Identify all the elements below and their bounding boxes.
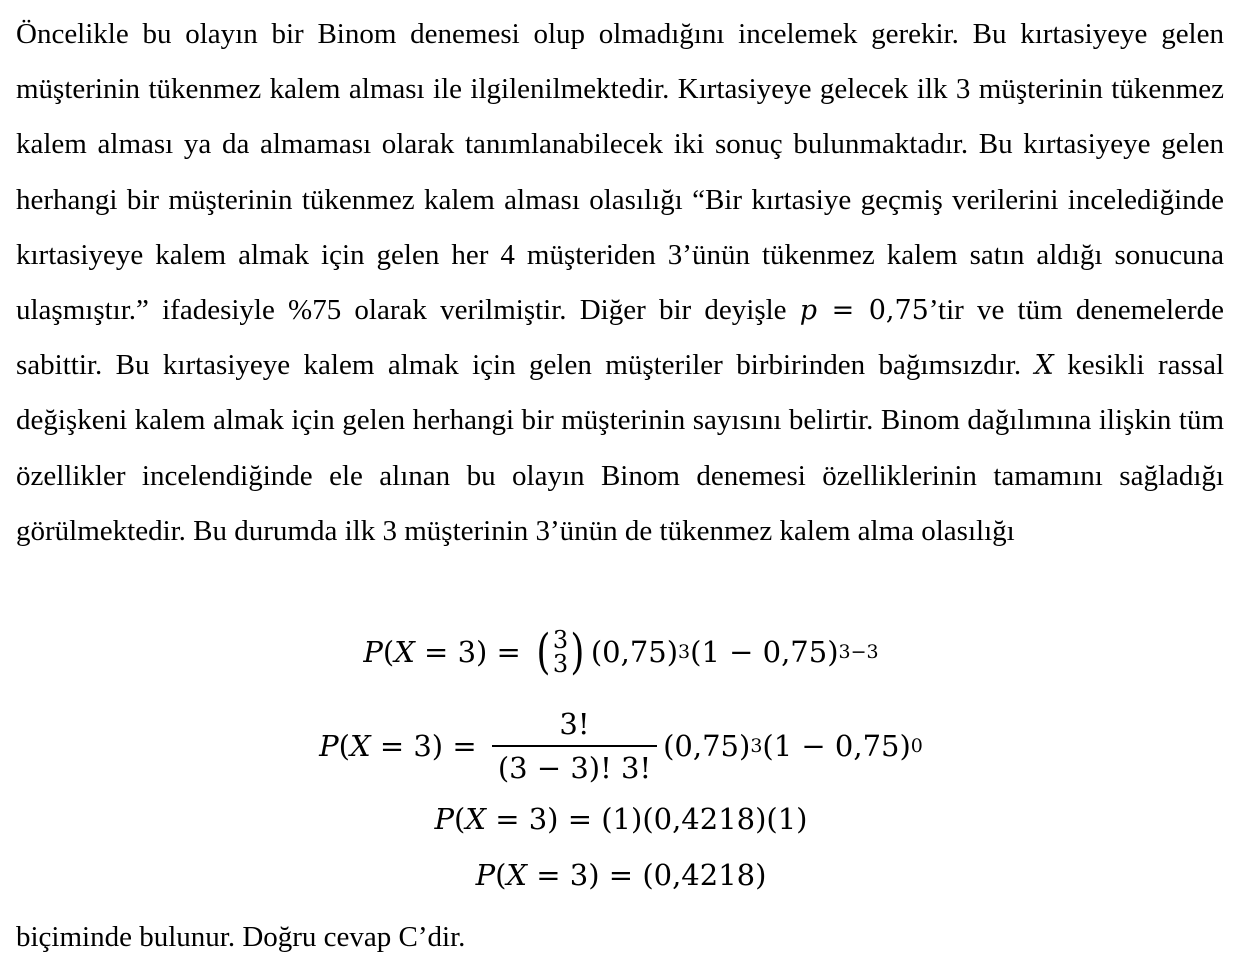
p-variable: p: [799, 295, 818, 327]
eq3-X: X: [465, 802, 486, 836]
eq3-open: (: [454, 802, 466, 836]
explanation-part2: ’tir ve tüm denemelerde sabittir. Bu kırtasiyeye kalem almak için gelen müşteriler birbirinden bağımsızdır.: [16, 294, 1225, 382]
binom-bottom: 3: [552, 650, 569, 678]
explanation-part1: Öncelikle bu olayın bir Binom denemesi olup olmadığını incelemek gerekir. Bu kırtasiyeye gelen müşterinin tükenmez kalem alması ile ilgilenilmektedir. Kırtasiyeye gelecek ilk 3 müşterinin tükenmez kalem alması ya da almaması olarak tanımlanabilecek iki sonuç bulunmaktadır. Bu kırtasiyeye gelen herhangi bir müşterinin tükenmez kalem alması olasılığı “Bir kırtasiye geçmiş verilerini incelediğinde kırtasiyeye kalem almak için gelen her 4 müşteriden 3’ünün tükenmez kalem satın aldığı sonucuna ulaşmıştır.” ifadesiyle %75 olarak verilmiştir. Diğer bir deyişle: [16, 18, 1224, 327]
x-variable: X: [1034, 350, 1054, 382]
solution-text: [16, 0, 1224, 559]
equation-result: [0, 858, 1242, 892]
closing-sentence: biçiminde bulunur. Doğru cevap C’dir.: [16, 921, 466, 953]
eq3-P: P: [434, 802, 454, 836]
eq2-factor2: (1 − 0,75): [762, 729, 911, 763]
eq2-X: X: [349, 729, 371, 763]
equation-factorial-form: P ( X = 3) = $\frac{3!}{(3 - 3)! 3!}$ (0,75) 3 (1 − 0,75) 0: [319, 707, 923, 785]
explanation-paragraph: [16, 0, 1224, 559]
eq3-rhs: (1)(0,4218)(1): [601, 802, 808, 836]
p-value: = 0,75: [817, 295, 929, 327]
fraction-denominator: (3 − 3)! 3!: [497, 751, 652, 785]
equation-binomial-formula: P ( X = 3) = ( 3 3 ) (0,75) 3 (1 − 0,75) 3−3: [363, 624, 879, 680]
binomial-coefficient: ( 3 3 ): [536, 624, 585, 680]
fraction-numerator: 3!: [559, 707, 590, 741]
eq1-P: P: [363, 635, 383, 669]
eq4-X: X: [506, 858, 528, 892]
eq3-lhs-rest: = 3) =: [485, 802, 602, 836]
eq1-X: X: [394, 635, 415, 669]
binom-top: 3: [552, 626, 569, 654]
eq2-factor1: (0,75): [663, 729, 751, 763]
eq4-open: (: [495, 858, 507, 892]
eq1-factor1: (0,75): [590, 635, 679, 669]
eq1-lhs-rest: = 3) =: [414, 635, 531, 669]
eq4-P: P: [475, 858, 496, 892]
eq1-open: (: [382, 635, 395, 669]
eq2-open: (: [338, 729, 350, 763]
eq4-lhs-rest: = 3) =: [527, 858, 643, 892]
equation-evaluated: [0, 802, 1242, 836]
eq4-rhs: (0,4218): [642, 858, 767, 892]
eq2-lhs-rest: = 3) =: [370, 729, 486, 763]
factorial-fraction: [492, 707, 657, 785]
eq1-factor2: (1 − 0,75): [690, 635, 839, 669]
explanation-part3: kesikli rassal değişkeni kalem almak için gelen herhangi bir müşterinin sayısını belirtir. Binom dağılımına ilişkin tüm özellikler incelendiğinde ele alınan bu olayın Binom denemesi özelliklerinin tamamını sağladığı görülmektedir. Bu durumda ilk 3 müşterinin 3’ünün de tükenmez kalem alma olasılığı: [16, 349, 1224, 547]
eq2-P: P: [319, 729, 339, 763]
